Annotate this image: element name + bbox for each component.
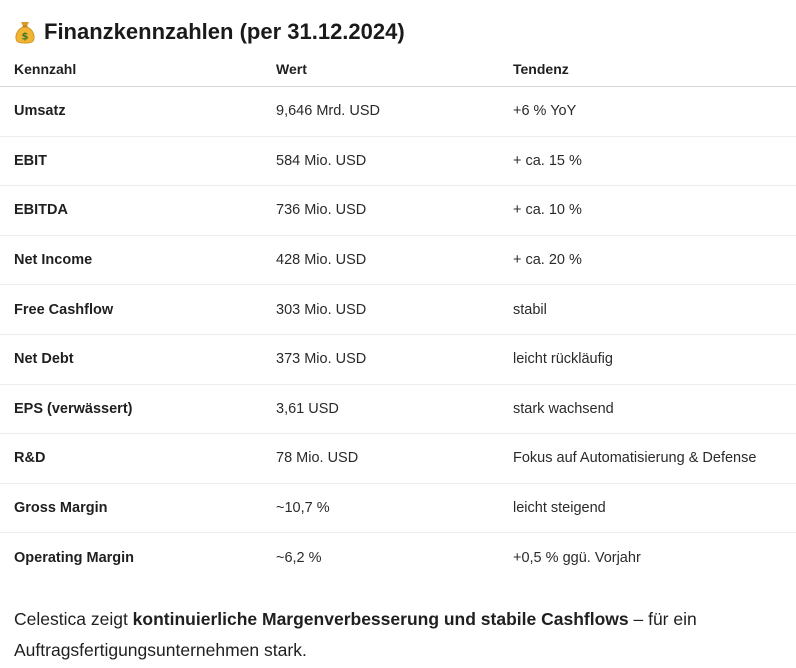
table-row bbox=[0, 434, 796, 484]
financial-table bbox=[0, 52, 796, 582]
cell-kennzahl: Umsatz bbox=[0, 87, 276, 137]
summary-suffix: – für ein Auftragsfertigungsunternehmen stark. bbox=[14, 609, 697, 660]
table-row bbox=[0, 483, 796, 533]
cell-kennzahl: EPS (verwässert) bbox=[0, 384, 276, 434]
cell-wert: 303 Mio. USD bbox=[276, 285, 513, 335]
table-row bbox=[0, 136, 796, 186]
cell-wert: ~6,2 % bbox=[276, 549, 322, 566]
cell-tendenz: leicht rückläufig bbox=[513, 334, 796, 384]
cell-wert: 9,646 Mrd. USD bbox=[276, 87, 513, 137]
cell-wert: ~10,7 % bbox=[276, 483, 513, 533]
table-row bbox=[0, 334, 796, 384]
table-row bbox=[0, 384, 796, 434]
table-row bbox=[0, 533, 796, 582]
cell-tendenz: Fokus auf Automatisierung & Defense bbox=[513, 434, 796, 484]
cell-tendenz: +6 % YoY bbox=[513, 87, 796, 137]
column-header-kennzahl: Kennzahl bbox=[0, 52, 276, 87]
cell-kennzahl: Free Cashflow bbox=[0, 285, 276, 335]
table-row bbox=[0, 87, 796, 137]
cell-kennzahl: Operating Margin bbox=[14, 549, 135, 566]
cell-kennzahl: Net Income bbox=[0, 235, 276, 285]
cell-tendenz: + ca. 10 % bbox=[513, 186, 796, 236]
cell-tendenz: stark wachsend bbox=[513, 384, 796, 434]
summary-bold: kontinuierliche Margenverbesserung und stabile Cashflows bbox=[132, 609, 629, 629]
table-row bbox=[0, 186, 796, 236]
summary-paragraph bbox=[14, 604, 784, 666]
page-title: Finanzkennzahlen (per 31.12.2024) bbox=[44, 19, 405, 44]
column-header-wert: Wert bbox=[276, 52, 513, 87]
svg-text:$: $ bbox=[21, 31, 29, 43]
section-heading bbox=[14, 16, 405, 48]
cell-tendenz: + ca. 15 % bbox=[513, 136, 796, 186]
cell-wert: 78 Mio. USD bbox=[276, 434, 513, 484]
table-header-row bbox=[0, 52, 796, 87]
cell-kennzahl: R&D bbox=[0, 434, 276, 484]
summary-prefix: Celestica zeigt bbox=[14, 609, 133, 629]
cell-wert: 3,61 USD bbox=[276, 384, 513, 434]
cell-tendenz: stabil bbox=[513, 285, 796, 335]
cell-wert: 584 Mio. USD bbox=[276, 136, 513, 186]
cell-kennzahl: Gross Margin bbox=[0, 483, 276, 533]
money-bag-icon bbox=[14, 19, 36, 45]
cell-kennzahl: EBIT bbox=[0, 136, 276, 186]
cell-wert: 373 Mio. USD bbox=[276, 334, 513, 384]
cell-kennzahl: EBITDA bbox=[0, 186, 276, 236]
cell-wert: 428 Mio. USD bbox=[276, 235, 513, 285]
cell-kennzahl: Net Debt bbox=[0, 334, 276, 384]
cell-tendenz: leicht steigend bbox=[513, 483, 796, 533]
table-row bbox=[0, 285, 796, 335]
column-header-tendenz: Tendenz bbox=[513, 52, 796, 87]
table-row bbox=[0, 235, 796, 285]
cell-tendenz: + ca. 20 % bbox=[513, 235, 796, 285]
cell-wert: 736 Mio. USD bbox=[276, 186, 513, 236]
cell-tendenz: +0,5 % ggü. Vorjahr bbox=[513, 549, 641, 566]
